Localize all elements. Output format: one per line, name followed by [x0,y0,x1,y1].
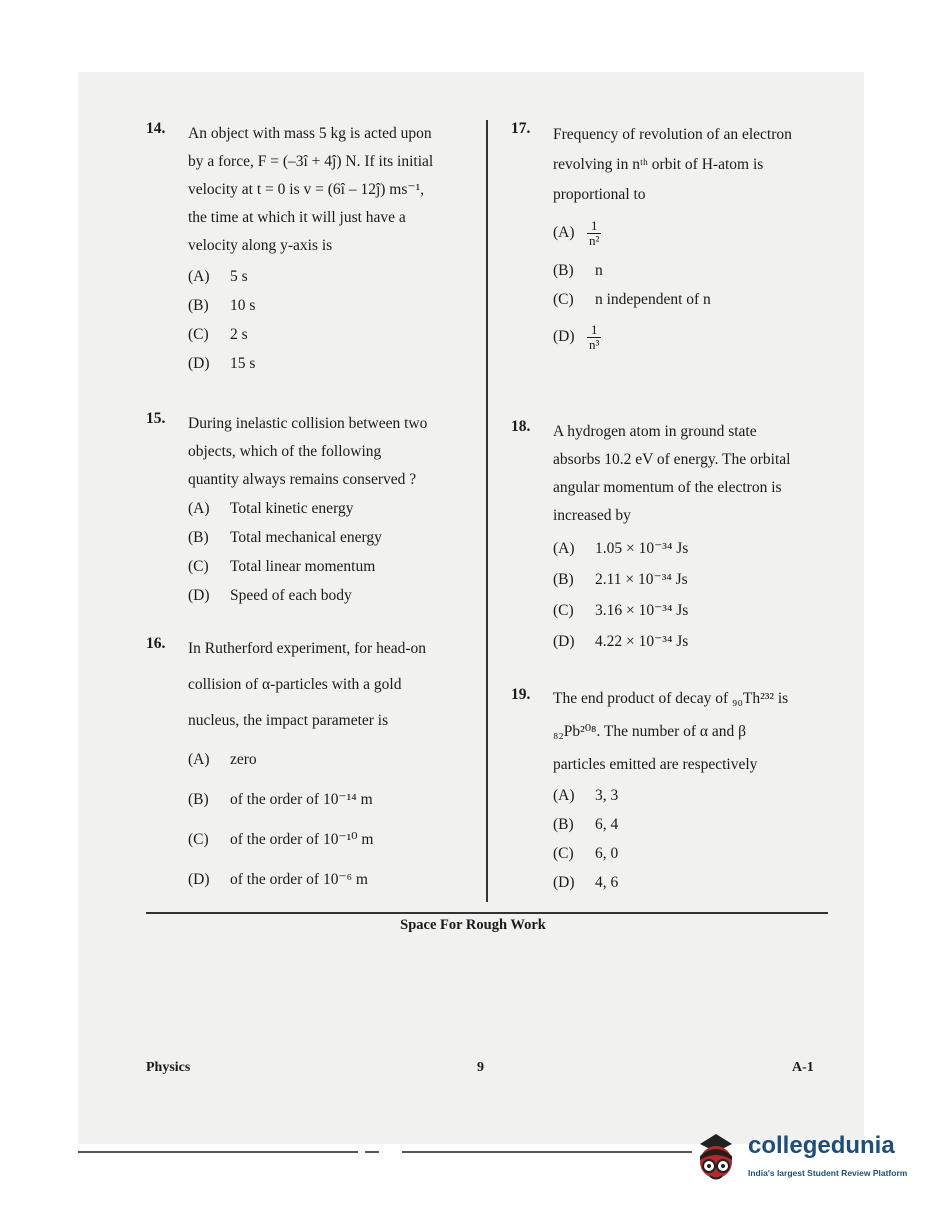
option-label: (C) [188,558,209,575]
option-d [188,865,476,905]
option-b [188,785,476,825]
question-line: by a force, F = (–3î + 4ĵ) N. If its initial [188,153,434,170]
question-line: particles emitted are respectively [553,756,758,773]
collegedunia-logo[interactable] [686,1128,916,1188]
question-number: 19. [511,686,531,703]
option-c [188,320,476,349]
options-list [188,494,476,610]
question-line: quantity always remains conserved ? [188,471,417,488]
footer-paper-code: A-1 [792,1060,814,1075]
option-a [188,745,476,785]
question-line: Frequency of revolution of an electron [553,126,792,143]
option-text: 15 s [230,355,256,372]
option-c [553,596,829,627]
option-label: (A) [188,751,210,768]
column-divider [486,120,488,902]
question-text [553,120,829,210]
question-text [188,410,476,494]
option-text: Speed of each body [230,587,352,604]
footer-page-number: 9 [477,1060,484,1075]
option-text: of the order of 10⁻¹⁴ m [230,791,373,808]
question-16 [146,635,476,905]
scan-edge-line [365,1151,379,1153]
question-line: In Rutherford experiment, for head-on [188,640,427,657]
question-text [188,631,476,739]
options-list [553,534,829,658]
option-text: 4.22 × 10⁻³⁴ Js [595,633,689,650]
option-text [589,314,601,360]
option-text: Total mechanical energy [230,529,382,546]
option-label: (B) [553,571,574,588]
option-text [589,210,601,256]
option-text: 1.05 × 10⁻³⁴ Js [595,540,689,557]
question-line: ₈₂Pb²⁰⁸. The number of α and β [553,723,747,740]
option-text: 4, 6 [595,874,619,891]
fraction-denominator: n³ [589,336,600,352]
fraction-numerator: 1 [587,323,601,338]
option-a [188,494,476,523]
options-list [188,262,476,378]
option-label: (B) [553,262,574,279]
option-text: 5 s [230,268,248,285]
option-text: Total kinetic energy [230,500,354,517]
option-label: (B) [188,529,209,546]
logo-tagline: India's largest Student Review Platform [748,1168,908,1178]
fraction [587,219,601,248]
option-label: (A) [188,268,210,285]
question-line: nucleus, the impact parameter is [188,712,389,729]
option-label: (D) [553,874,575,891]
question-line: objects, which of the following [188,443,382,460]
option-b [553,256,829,285]
option-a [553,210,829,256]
scan-edge-line [78,1151,358,1153]
fraction-denominator: n² [589,232,600,248]
question-line: During inelastic collision between two [188,415,428,432]
option-text: 6, 4 [595,816,619,833]
question-number: 16. [146,635,166,652]
option-d [553,868,829,897]
question-number: 15. [146,410,166,427]
question-line: velocity along y-axis is [188,237,333,254]
option-label: (C) [188,326,209,343]
question-line: A hydrogen atom in ground state [553,423,757,440]
fraction-numerator: 1 [587,219,601,234]
horizontal-rule [146,912,828,914]
option-a [188,262,476,291]
question-line: An object with mass 5 kg is acted upon [188,125,432,142]
option-text: n independent of n [595,291,711,308]
option-text: n [595,262,603,279]
question-number: 18. [511,418,531,435]
option-label: (C) [553,291,574,308]
option-text: 3, 3 [595,787,619,804]
question-line: revolving in nᵗʰ orbit of H-atom is [553,156,764,173]
option-b [188,523,476,552]
question-line: increased by [553,507,631,524]
option-label: (B) [553,816,574,833]
question-line: velocity at t = 0 is v = (6î – 12ĵ) ms⁻¹, [188,181,425,198]
question-number: 14. [146,120,166,137]
option-label: (B) [188,297,209,314]
option-c [188,825,476,865]
scan-edge-line [402,1151,692,1153]
option-b [553,810,829,839]
option-text: of the order of 10⁻¹⁰ m [230,831,374,848]
option-d [553,314,829,360]
question-number: 17. [511,120,531,137]
option-a [553,534,829,565]
option-d [553,627,829,658]
options-list [553,210,829,360]
fraction [587,323,601,352]
logo-mascot-icon [686,1128,744,1188]
option-label: (C) [188,831,209,848]
option-label: (A) [188,500,210,517]
question-text [553,682,829,781]
option-c [553,285,829,314]
question-14 [146,120,476,378]
question-line: collision of α-particles with a gold [188,676,402,693]
option-label: (D) [188,587,210,604]
question-17 [511,120,829,360]
rough-work-label: Space For Rough Work [400,917,546,933]
question-line: absorbs 10.2 eV of energy. The orbital [553,451,791,468]
footer-subject: Physics [146,1060,191,1075]
option-label: (D) [188,871,210,888]
option-b [553,565,829,596]
option-label: (B) [188,791,209,808]
option-text: Total linear momentum [230,558,376,575]
option-text: 2.11 × 10⁻³⁴ Js [595,571,688,588]
option-label: (A) [553,224,575,241]
question-line: angular momentum of the electron is [553,479,782,496]
option-label: (C) [553,602,574,619]
question-19 [511,686,829,897]
question-line: the time at which it will just have a [188,209,406,226]
option-label: (D) [553,633,575,650]
question-line: The end product of decay of ₉₀Th²³² is [553,690,789,707]
option-label: (A) [553,540,575,557]
option-text: 10 s [230,297,256,314]
question-text [188,120,476,260]
option-d [188,581,476,610]
question-line: proportional to [553,186,646,203]
option-c [188,552,476,581]
question-18 [511,418,829,658]
option-label: (D) [188,355,210,372]
question-text [553,418,829,530]
option-text: 6, 0 [595,845,619,862]
option-label: (A) [553,787,575,804]
option-c [553,839,829,868]
option-a [553,781,829,810]
option-text: zero [230,751,257,768]
option-label: (D) [553,328,575,345]
option-b [188,291,476,320]
option-d [188,349,476,378]
option-text: of the order of 10⁻⁶ m [230,871,368,888]
logo-wordmark: collegedunia [748,1132,895,1159]
option-label: (C) [553,845,574,862]
option-text: 3.16 × 10⁻³⁴ Js [595,602,689,619]
options-list [188,745,476,905]
question-15 [146,410,476,610]
options-list [553,781,829,897]
option-text: 2 s [230,326,248,343]
